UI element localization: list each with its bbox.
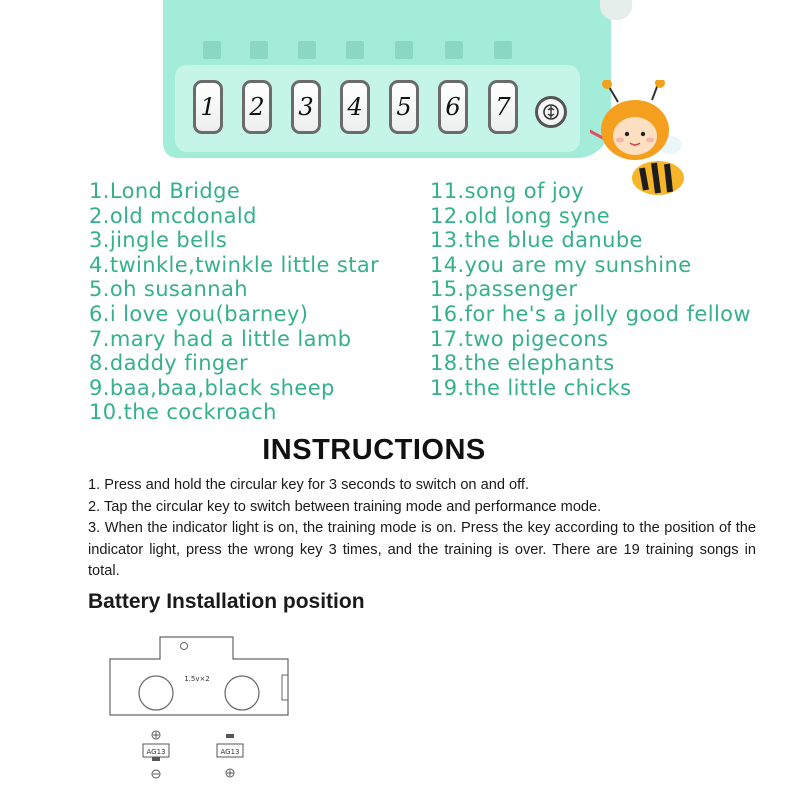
song-item: 4.twinkle,twinkle little star [89, 252, 380, 277]
piano-key-4: 4 [340, 80, 370, 134]
song-list-left [89, 179, 429, 425]
instruction-step: 1. Press and hold the circular key for 3 seconds to switch on and off. [88, 477, 530, 493]
song-item: 13.the blue danube [430, 228, 643, 253]
song-item: 12.old long syne [430, 203, 611, 228]
song-item: 7.mary had a little lamb [89, 326, 352, 351]
indicator-light-1 [203, 41, 221, 59]
piano-key-6: 6 [438, 80, 468, 134]
song-list-right [430, 179, 790, 400]
song-item: 2.old mcdonald [89, 203, 257, 228]
song-item: 16.for he's a jolly good fellow [430, 301, 752, 326]
song-item: 8.daddy finger [89, 351, 249, 376]
piano-key-3: 3 [291, 80, 321, 134]
battery-cell-label: AG13 [220, 748, 240, 756]
song-item: 15.passenger [430, 277, 578, 302]
song-item: 9.baa,baa,black sheep [89, 375, 335, 400]
indicator-light-6 [445, 41, 463, 59]
indicator-light-4 [346, 41, 364, 59]
indicator-light-2 [250, 41, 268, 59]
instruction-step: 2. Tap the circular key to switch between training mode and performance mode. [88, 498, 602, 515]
battery-cell-1 [143, 731, 169, 778]
song-item: 18.the elephants [430, 351, 615, 376]
song-item: 17.two pigecons [430, 326, 609, 351]
battery-cell-label: AG13 [146, 748, 166, 756]
piano-key-1: 1 [193, 80, 223, 134]
piano-key-7: 7 [488, 80, 518, 134]
piano-key-5: 5 [389, 80, 419, 134]
battery-title: Battery Installation position [88, 590, 365, 613]
battery-voltage-label: 1.5v×2 [184, 675, 210, 683]
battery-diagram [100, 630, 300, 790]
instructions-body [88, 475, 756, 583]
song-item: 11.song of joy [430, 179, 585, 203]
piano-key-2: 2 [242, 80, 272, 134]
instructions-title: INSTRUCTIONS [262, 434, 486, 466]
song-item: 1.Lond Bridge [89, 179, 241, 203]
keys-panel [175, 65, 580, 152]
song-item: 14.you are my sunshine [430, 252, 692, 277]
power-music-icon [541, 102, 561, 122]
indicator-light-5 [395, 41, 413, 59]
circular-key [535, 96, 567, 128]
song-item: 3.jingle bells [89, 228, 228, 253]
battery-cell-2 [217, 734, 243, 777]
indicator-light-3 [298, 41, 316, 59]
indicator-light-7 [494, 41, 512, 59]
song-item: 6.i love you(barney) [89, 301, 309, 326]
song-item: 19.the little chicks [430, 375, 632, 400]
toy-rim [600, 0, 632, 20]
song-item: 10.the cockroach [89, 400, 277, 425]
toy-piano [0, 0, 800, 175]
instruction-step: 3. When the indicator light is on, the training mode is on. Press the key according to the position of the indicator light, press the wrong key 3 times, and the training is over. There are 19 training songs in total. [88, 520, 756, 579]
song-item: 5.oh susannah [89, 277, 248, 302]
